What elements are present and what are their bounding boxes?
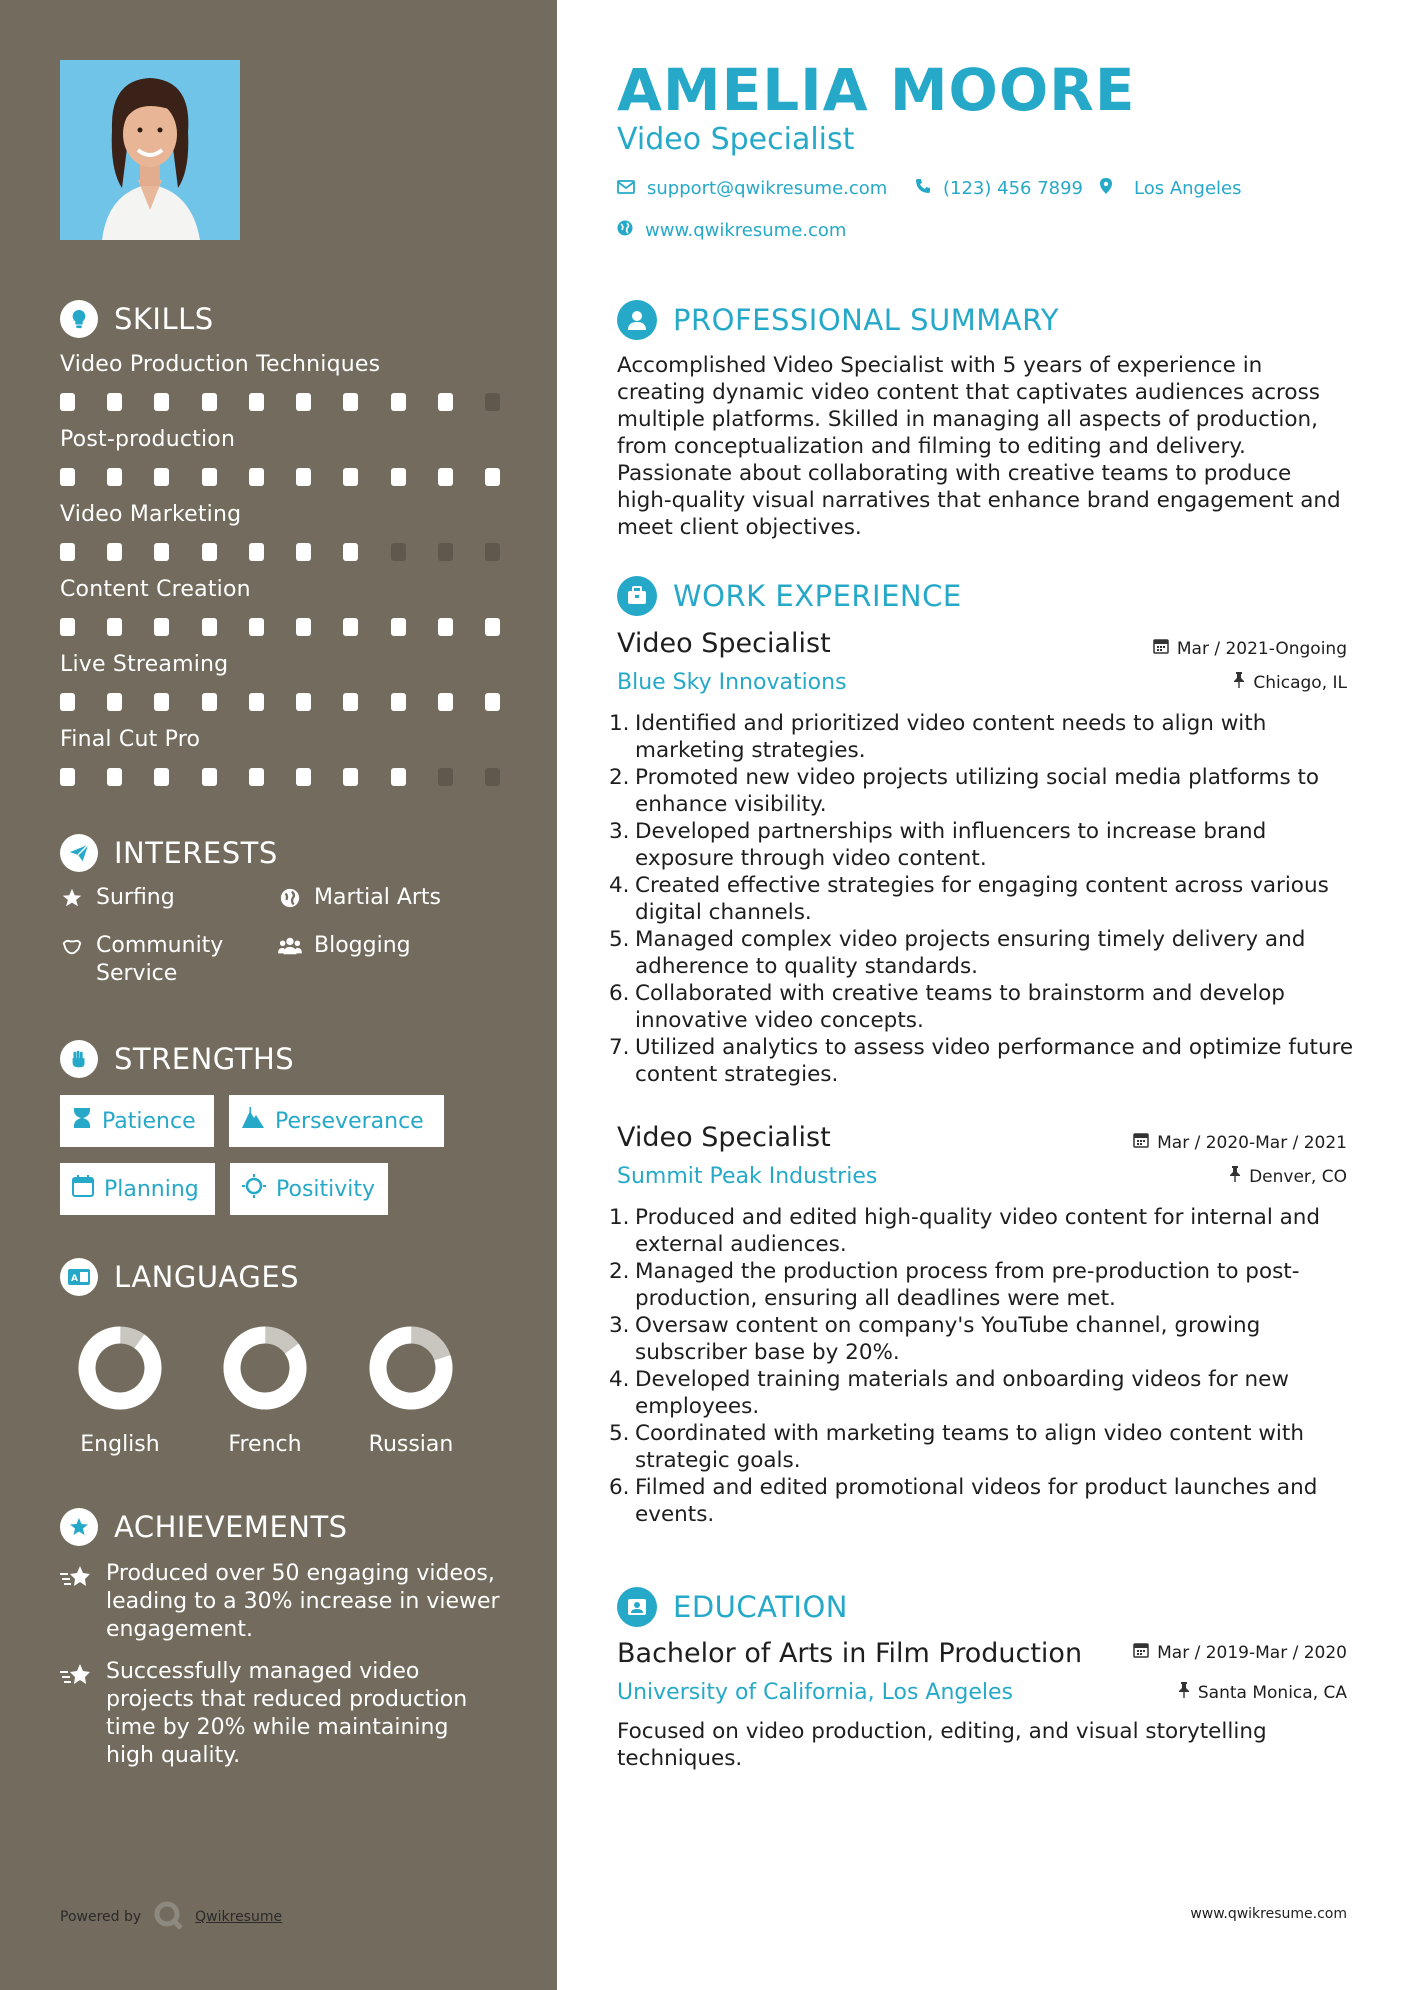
- shooting-star-icon: [60, 1560, 94, 1644]
- rating-dot-empty: [391, 543, 406, 561]
- skill-item: [60, 427, 500, 486]
- users-icon: [278, 932, 302, 960]
- rating-dot-filled: [391, 768, 406, 786]
- skill-item: [60, 652, 500, 711]
- calendar-icon: [1133, 1132, 1149, 1153]
- skills-title: SKILLS: [114, 302, 214, 336]
- job-duties: [609, 1204, 1354, 1528]
- rating-dot-filled: [343, 393, 358, 411]
- rating-dot-filled: [296, 468, 311, 486]
- lightbulb-icon: [60, 300, 98, 338]
- rating-dot-filled: [107, 393, 122, 411]
- qwikresume-logo-icon: [153, 1900, 183, 1934]
- education-dates-text: Mar / 2019-Mar / 2020: [1157, 1642, 1347, 1663]
- rating-dot-filled: [249, 693, 264, 711]
- powered-by: [60, 1900, 282, 1934]
- calendar-icon: [1153, 638, 1169, 659]
- rating-dot-filled: [343, 693, 358, 711]
- strength-label: Patience: [102, 1108, 196, 1134]
- skill-item: [60, 577, 500, 636]
- interest-label: Surfing: [96, 885, 175, 910]
- language-donut: [223, 1326, 307, 1410]
- skill-name: Post-production: [60, 427, 236, 452]
- strength-badge: [229, 1095, 444, 1147]
- education-title: EDUCATION: [673, 1590, 849, 1624]
- rating-dot-filled: [202, 618, 217, 636]
- interest-item: [60, 884, 175, 912]
- rating-dot-filled: [249, 468, 264, 486]
- job-location-text: Denver, CO: [1249, 1166, 1347, 1187]
- duty-number: 6.: [609, 1475, 630, 1500]
- duty-text: Developed partnerships with influencers to increase brand exposure through video content.: [635, 819, 1267, 871]
- language-donut: [369, 1326, 453, 1410]
- education-location-text: Santa Monica, CA: [1197, 1682, 1347, 1703]
- phone-contact[interactable]: [915, 178, 1083, 199]
- rating-dot-filled: [296, 393, 311, 411]
- rating-dot-filled: [202, 693, 217, 711]
- job-duties: [609, 710, 1354, 1088]
- language-icon: [60, 1258, 98, 1296]
- rating-dot-filled: [107, 768, 122, 786]
- rating-dot-filled: [154, 768, 169, 786]
- duty-item: [609, 1420, 1354, 1474]
- interest-label: Martial Arts: [314, 885, 442, 910]
- rating-dot-filled: [438, 618, 453, 636]
- job-dates: [1153, 638, 1347, 659]
- strength-label: Positivity: [276, 1176, 376, 1202]
- duty-item: [609, 872, 1354, 926]
- rating-dot-filled: [107, 693, 122, 711]
- language-item: [50, 1326, 190, 1457]
- rating-dot-filled: [202, 393, 217, 411]
- duty-text: Developed training materials and onboarding videos for new employees.: [635, 1367, 1289, 1419]
- donut-fill: [223, 1326, 307, 1410]
- education-description: Focused on video production, editing, and visual storytelling techniques.: [617, 1719, 1267, 1771]
- rating-dot-filled: [249, 393, 264, 411]
- duty-text: Filmed and edited promotional videos for product launches and events.: [635, 1475, 1318, 1527]
- rating-dot-filled: [485, 618, 500, 636]
- achievement-item: [60, 1560, 500, 1644]
- duty-text: Utilized analytics to assess video performance and optimize future content strategies.: [635, 1035, 1354, 1087]
- rating-dot-filled: [60, 543, 75, 561]
- duty-item: [609, 818, 1354, 872]
- paper-plane-icon: [60, 834, 98, 872]
- education-dates: [1133, 1642, 1347, 1663]
- skill-item: [60, 502, 500, 561]
- education-school: University of California, Los Angeles: [617, 1680, 1014, 1705]
- summary-title: PROFESSIONAL SUMMARY: [673, 303, 1060, 337]
- language-label: French: [228, 1432, 302, 1457]
- rating-dot-filled: [154, 543, 169, 561]
- strength-label: Perseverance: [275, 1108, 424, 1134]
- rating-dot-filled: [391, 618, 406, 636]
- rating-dot-filled: [60, 618, 75, 636]
- duty-item: [609, 1366, 1354, 1420]
- rating-dot-empty: [485, 393, 500, 411]
- powered-label: Powered by: [60, 1909, 142, 1925]
- rating-dot-filled: [391, 693, 406, 711]
- shooting-star-icon: [60, 1658, 94, 1770]
- experience-title: WORK EXPERIENCE: [673, 579, 962, 613]
- strength-badge: [60, 1163, 215, 1215]
- rating-dot-filled: [391, 393, 406, 411]
- duty-item: [609, 764, 1354, 818]
- rating-dot-filled: [343, 468, 358, 486]
- rating-dot-filled: [249, 768, 264, 786]
- skill-rating: [60, 393, 500, 411]
- rating-dot-filled: [154, 393, 169, 411]
- duty-text: Produced and edited high-quality video content for internal and external audiences.: [635, 1205, 1321, 1257]
- skill-rating: [60, 543, 500, 561]
- rating-dot-filled: [107, 468, 122, 486]
- achievement-text: Successfully managed video projects that reduced production time by 20% while maintaining high quality.: [106, 1659, 468, 1768]
- skill-rating: [60, 618, 500, 636]
- skill-rating: [60, 693, 500, 711]
- rating-dot-filled: [154, 618, 169, 636]
- job-dates: [1133, 1132, 1347, 1153]
- rating-dot-filled: [202, 468, 217, 486]
- candidate-role: Video Specialist: [617, 122, 855, 157]
- qwikresume-link[interactable]: Qwikresume: [195, 1909, 283, 1925]
- strength-badge: [230, 1163, 388, 1215]
- language-label: Russian: [368, 1432, 454, 1457]
- duty-text: Managed complex video projects ensuring timely delivery and adherence to quality standards.: [635, 927, 1306, 979]
- duty-text: Oversaw content on company's YouTube channel, growing subscriber base by 20%.: [635, 1313, 1261, 1365]
- job-dates-text: Mar / 2021-Ongoing: [1176, 638, 1347, 659]
- candidate-name: AMELIA MOORE: [617, 56, 1136, 124]
- duty-number: 3.: [609, 1313, 630, 1338]
- rating-dot-filled: [60, 468, 75, 486]
- rating-dot-filled: [107, 543, 122, 561]
- rating-dot-filled: [60, 693, 75, 711]
- map-pin-icon: [1100, 178, 1112, 199]
- rating-dot-filled: [438, 693, 453, 711]
- duty-item: [609, 926, 1354, 980]
- job-title: Video Specialist: [617, 1122, 831, 1153]
- language-item: [195, 1326, 335, 1457]
- envelope-icon: [617, 178, 635, 199]
- user-icon: [617, 300, 657, 340]
- email-contact[interactable]: [617, 178, 887, 199]
- rating-dot-filled: [249, 543, 264, 561]
- duty-item: [609, 1474, 1354, 1528]
- skill-item: [60, 727, 500, 786]
- skill-rating: [60, 468, 500, 486]
- rating-dot-empty: [438, 543, 453, 561]
- raised-fist-icon: [60, 1040, 98, 1078]
- svg-text:A: A: [71, 1274, 78, 1284]
- rating-dot-filled: [438, 393, 453, 411]
- interest-item: [278, 932, 411, 960]
- duty-number: 4.: [609, 873, 630, 898]
- duty-number: 3.: [609, 819, 630, 844]
- duty-number: 5.: [609, 1421, 630, 1446]
- duty-text: Created effective strategies for engaging content across various digital channels.: [635, 873, 1329, 925]
- duty-text: Identified and prioritized video content needs to align with marketing strategies.: [635, 711, 1267, 763]
- education-heading: [617, 1587, 848, 1627]
- medal-star-icon: [60, 1508, 98, 1546]
- achievements-heading: [60, 1508, 348, 1546]
- rating-dot-filled: [296, 693, 311, 711]
- duty-text: Collaborated with creative teams to brainstorm and develop innovative video concepts.: [635, 981, 1285, 1033]
- graduation-icon: [617, 1587, 657, 1627]
- rating-dot-empty: [438, 768, 453, 786]
- summary-heading: [617, 300, 1059, 340]
- interests-heading: [60, 834, 278, 872]
- duty-item: [609, 1312, 1354, 1366]
- rating-dot-filled: [154, 468, 169, 486]
- summary-text: Accomplished Video Specialist with 5 years of experience in creating dynamic video content that captivates audiences across multiple platforms. Skilled in managing all aspects of production, from conceptualization and filming to editing and delivery. Passionate about collaborating with creative teams to produce high-quality visual narratives that enhance brand engagement and meet client objectives.: [617, 353, 1341, 540]
- duty-item: [609, 980, 1354, 1034]
- rating-dot-filled: [60, 768, 75, 786]
- job-company: Blue Sky Innovations: [617, 670, 847, 695]
- interest-item: [60, 932, 260, 988]
- achievements-title: ACHIEVEMENTS: [114, 1510, 348, 1544]
- skills-heading: [60, 300, 214, 338]
- job-title: Video Specialist: [617, 628, 831, 659]
- languages-heading: [60, 1258, 299, 1296]
- duty-text: Managed the production process from pre-production to post-production, ensuring all deadlines were met.: [635, 1259, 1300, 1311]
- duty-item: [609, 1258, 1354, 1312]
- rating-dot-filled: [391, 468, 406, 486]
- education-location: [1178, 1682, 1347, 1703]
- duty-text: Coordinated with marketing teams to align video content with strategic goals.: [635, 1421, 1304, 1473]
- language-item: [341, 1326, 481, 1457]
- website-contact[interactable]: [617, 220, 846, 241]
- duty-text: Promoted new video projects utilizing social media platforms to enhance visibility.: [635, 765, 1320, 817]
- footer-website[interactable]: www.qwikresume.com: [1190, 1906, 1347, 1922]
- calendar-icon: [1133, 1642, 1149, 1663]
- strength-label: Planning: [104, 1176, 199, 1202]
- sun-icon: [242, 1174, 266, 1204]
- duty-number: 1.: [609, 1205, 630, 1230]
- email-text: support@qwikresume.com: [647, 178, 888, 199]
- job-location: [1233, 672, 1347, 693]
- rating-dot-filled: [343, 543, 358, 561]
- duty-number: 5.: [609, 927, 630, 952]
- rating-dot-filled: [438, 468, 453, 486]
- rating-dot-filled: [202, 768, 217, 786]
- rating-dot-filled: [154, 693, 169, 711]
- achievement-text: Produced over 50 engaging videos, leading to a 30% increase in viewer engagement.: [106, 1561, 500, 1642]
- rating-dot-filled: [60, 393, 75, 411]
- skill-name: Video Production Techniques: [60, 352, 381, 377]
- duty-item: [609, 1204, 1354, 1258]
- language-donut: [78, 1326, 162, 1410]
- calendar-icon: [72, 1175, 94, 1203]
- globe-icon: [278, 884, 302, 912]
- rating-dot-empty: [485, 543, 500, 561]
- rating-dot-filled: [296, 543, 311, 561]
- location-text: Los Angeles: [1134, 178, 1242, 199]
- globe-icon: [617, 220, 633, 241]
- duty-number: 1.: [609, 711, 630, 736]
- location-contact: [1100, 178, 1242, 199]
- duty-item: [609, 710, 1354, 764]
- rating-dot-filled: [343, 768, 358, 786]
- skill-name: Live Streaming: [60, 652, 229, 677]
- rating-dot-filled: [249, 618, 264, 636]
- duty-number: 4.: [609, 1367, 630, 1392]
- phone-text: (123) 456 7899: [943, 178, 1084, 199]
- languages-title: LANGUAGES: [114, 1260, 300, 1294]
- interest-label: Community Service: [96, 933, 224, 986]
- rating-dot-filled: [296, 618, 311, 636]
- skill-rating: [60, 768, 500, 786]
- rating-dot-filled: [343, 618, 358, 636]
- job-dates-text: Mar / 2020-Mar / 2021: [1157, 1132, 1347, 1153]
- duty-number: 2.: [609, 765, 630, 790]
- experience-heading: [617, 576, 962, 616]
- strengths-heading: [60, 1040, 294, 1078]
- sidebar: [0, 0, 557, 1990]
- strengths-title: STRENGTHS: [114, 1042, 295, 1076]
- rating-dot-filled: [107, 618, 122, 636]
- rating-dot-filled: [485, 468, 500, 486]
- interest-label: Blogging: [314, 933, 411, 958]
- rating-dot-filled: [296, 768, 311, 786]
- rating-dot-filled: [485, 693, 500, 711]
- job-location: [1229, 1166, 1347, 1187]
- donut-fill: [78, 1326, 162, 1410]
- interest-item: [278, 884, 441, 912]
- hourglass-icon: [72, 1106, 92, 1136]
- skill-name: Video Marketing: [60, 502, 242, 527]
- mountain-flag-icon: [241, 1107, 265, 1135]
- education-degree: Bachelor of Arts in Film Production: [617, 1638, 1083, 1669]
- website-text: www.qwikresume.com: [645, 220, 847, 241]
- rating-dot-empty: [485, 768, 500, 786]
- skill-name: Content Creation: [60, 577, 251, 602]
- profile-photo: [60, 60, 240, 240]
- skill-name: Final Cut Pro: [60, 727, 201, 752]
- briefcase-icon: [617, 576, 657, 616]
- interests-title: INTERESTS: [114, 836, 278, 870]
- duty-item: [609, 1034, 1354, 1088]
- job-location-text: Chicago, IL: [1253, 672, 1347, 693]
- duty-number: 6.: [609, 981, 630, 1006]
- job-company: Summit Peak Industries: [617, 1164, 878, 1189]
- duty-number: 2.: [609, 1259, 630, 1284]
- pushpin-icon: [1233, 672, 1245, 693]
- handshake-icon: [60, 932, 84, 960]
- language-label: English: [80, 1432, 160, 1457]
- star-icon: [60, 884, 84, 912]
- duty-number: 7.: [609, 1035, 630, 1060]
- pushpin-icon: [1178, 1682, 1190, 1703]
- rating-dot-filled: [202, 543, 217, 561]
- pushpin-icon: [1229, 1166, 1241, 1187]
- phone-icon: [915, 178, 931, 199]
- skill-item: [60, 352, 500, 411]
- achievement-item: [60, 1658, 500, 1770]
- strength-badge: [60, 1095, 214, 1147]
